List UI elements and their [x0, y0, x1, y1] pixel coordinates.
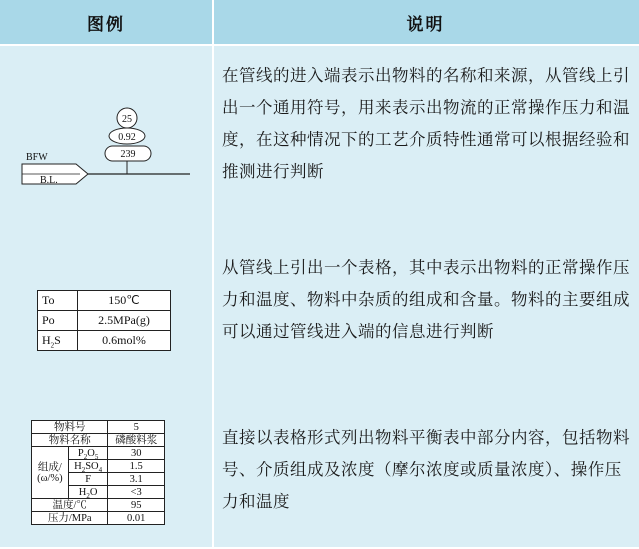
material-balance-table: [31, 420, 165, 525]
table-header: [0, 0, 639, 44]
table-row: [32, 421, 165, 434]
component-name: $H_2SO_4$: [68, 460, 108, 473]
flag-key: $H_2S$: [38, 331, 78, 351]
material-name-label: 物料名称: [32, 434, 108, 447]
table-row: [38, 291, 171, 311]
pressure-label: 压力/MPa: [32, 512, 108, 525]
flag-value: 2.5MPa(g): [78, 311, 171, 331]
bubble-mid-text: 0.92: [118, 132, 136, 143]
component-name: $P_2O_5$: [68, 447, 108, 460]
table-row: [38, 311, 171, 331]
component-name: F: [68, 473, 108, 486]
header-legend: 图例: [87, 14, 125, 35]
pipeline-fluid-label: BFW: [26, 152, 48, 163]
table-row: [38, 331, 171, 351]
flag-key: Po: [38, 311, 78, 331]
component-value: 1.5: [108, 460, 165, 473]
header-divider: [0, 44, 639, 46]
flag-value: 0.6mol%: [78, 331, 171, 351]
flag-value: 150℃: [78, 291, 171, 311]
column-divider: [212, 0, 214, 549]
item-no-label: 物料号: [32, 421, 108, 434]
table-row: [32, 512, 165, 525]
component-value: <3: [108, 486, 165, 499]
header-description: 说明: [406, 14, 445, 35]
pipeline-source-label: B.L.: [40, 175, 58, 186]
composition-label: 组成/ (ω/%): [32, 447, 69, 499]
item-no-value: 5: [108, 421, 165, 434]
description-row-1: 在管线的进入端表示出物料的名称和来源，从管线上引出一个通用符号，用来表示出物流的正常操作压力和温度，在这种情况下的工艺介质特性通常可以根据经验和推测进行判断: [222, 66, 630, 181]
flag-key: To: [38, 291, 78, 311]
table-row: [32, 434, 165, 447]
table-row: [32, 499, 165, 512]
temperature-value: 95: [108, 499, 165, 512]
description-row-2: 从管线上引出一个表格，其中表示出物料的正常操作压力和温度、物料中杂质的组成和含量。物料的主要组成可以通过管线进入端的信息进行判断: [222, 258, 630, 341]
temperature-label: 温度/℃: [32, 499, 108, 512]
bubble-top-text: 25: [122, 114, 132, 125]
component-value: 30: [108, 447, 165, 460]
pressure-value: 0.01: [108, 512, 165, 525]
pipeline-symbol-diagram: [14, 96, 204, 206]
component-value: 3.1: [108, 473, 165, 486]
component-name: $H_2O$: [68, 486, 108, 499]
bubble-bottom-text: 239: [120, 149, 136, 160]
flag-table: [37, 290, 171, 351]
table-row: [32, 447, 165, 460]
material-name-value: 磷酸料浆: [108, 434, 165, 447]
description-row-3: 直接以表格形式列出物料平衡表中部分内容，包括物料号、介质组成及浓度（摩尔浓度或质量浓度）、操作压力和温度: [222, 428, 630, 511]
